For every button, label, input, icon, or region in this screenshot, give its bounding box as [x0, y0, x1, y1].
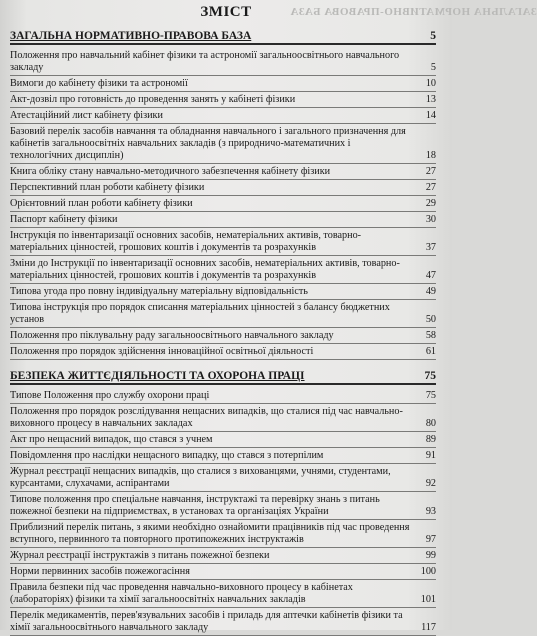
toc-entry-title: Повідомлення про наслідки нещасного випадку, що стався з потерпілим	[10, 450, 324, 461]
toc-entry-title: Акт-дозвіл про готовність до проведення занять у кабінеті фізики	[10, 94, 296, 105]
toc-entry-title: Журнал реєстрації нещасних випадків, що сталися з вихованцями, учнями, студентами, курсантами, слухачами, аспірантами	[10, 466, 391, 489]
toc-entry-page: 61	[425, 346, 436, 357]
toc-entry-title: Журнал реєстрації інструктажів з питань пожежної безпеки	[10, 550, 270, 561]
toc-entry-title: Правила безпеки під час проведення навчально-виховного процесу в кабінетах (лабораторіях) фізики та хімії загальноосвітніх навчальних закладів	[10, 582, 353, 605]
toc-entry-title: Типова угода про повну індивідуальну матеріальну відповідальність	[10, 286, 308, 297]
toc-entry-page: 75	[425, 390, 436, 401]
toc-entry	[10, 48, 436, 76]
section-heading	[10, 30, 436, 45]
toc-entry-title: Положення про порядок розслідування нещасних випадків, що сталися під час навчально-виховного процесу в навчальних закладах	[10, 406, 403, 429]
toc-entry	[10, 492, 436, 520]
toc-entry-page: 10	[425, 78, 436, 89]
toc-entry-title: Орієнтовний план роботи кабінету фізики	[10, 198, 193, 209]
toc-entry-page: 58	[425, 330, 436, 341]
toc-entry-title: Акт про нещасний випадок, що стався з учнем	[10, 434, 213, 445]
toc-entry-page: 30	[425, 214, 436, 225]
toc-entry-page: 97	[425, 534, 436, 545]
toc-entry-title: Положення про навчальний кабінет фізики та астрономії загальноосвітнього навчального закладу	[10, 50, 400, 73]
toc-entry	[10, 608, 436, 636]
toc-entry-title: Положення про порядок здійснення інноваційної освітньої діяльності	[10, 346, 314, 357]
toc-entry-title: Книга обліку стану навчально-методичного забезпечення кабінету фізики	[10, 166, 331, 177]
toc-entry	[10, 92, 436, 108]
toc-entry-page: 37	[425, 242, 436, 253]
table-of-contents	[10, 30, 436, 636]
toc-entry-page: 27	[425, 182, 436, 193]
toc-entry-title: Інструкція по інвентаризації основних засобів, нематеріальних активів, товарно-матеріальних цінностей, грошових коштів і документів та розрахунків	[10, 230, 362, 253]
toc-entry-title: Типове положення про спеціальне навчання, інструктажі та перевірку знань з питань пожежної безпеки на підприємствах, в установах та організаціях України	[10, 494, 380, 517]
toc-entry	[10, 180, 436, 196]
toc-entry-page: 117	[421, 622, 436, 633]
toc-entry-title: Типова інструкція про порядок списання матеріальних цінностей з балансу бюджетних установ	[10, 302, 390, 325]
toc-entry-page: 5	[430, 62, 436, 73]
page-title: ЗМІСТ	[200, 4, 252, 20]
section-heading	[10, 370, 436, 385]
toc-entry-page: 101	[420, 594, 436, 605]
toc-entry	[10, 448, 436, 464]
toc-entry	[10, 228, 436, 256]
toc-entry-page: 14	[425, 110, 436, 121]
toc-entry-page: 49	[425, 286, 436, 297]
toc-entry-title: Зміни до Інструкції по інвентаризації основних засобів, нематеріальних активів, товарно-матеріальних цінностей, грошових коштів і документів та розрахунків	[10, 258, 400, 281]
toc-entry	[10, 580, 436, 608]
toc-entry-title: Атестаційний лист кабінету фізики	[10, 110, 163, 121]
section-title: БЕЗПЕКА ЖИТТЄДІЯЛЬНОСТІ ТА ОХОРОНА ПРАЦІ	[10, 370, 305, 382]
toc-entry-page: 29	[425, 198, 436, 209]
toc-entry-page: 18	[425, 150, 436, 161]
section-page-number: 75	[424, 370, 436, 382]
toc-entry	[10, 564, 436, 580]
toc-entry-title: Положення про піклувальну раду загальноосвітнього навчального закладу	[10, 330, 334, 341]
section-page-number: 5	[430, 30, 436, 42]
toc-entry	[10, 548, 436, 564]
toc-entry-page: 13	[425, 94, 436, 105]
toc-entry	[10, 404, 436, 432]
toc-entry	[10, 388, 436, 404]
toc-entry-page: 93	[425, 506, 436, 517]
toc-entry	[10, 212, 436, 228]
toc-entry-title: Типове Положення про службу охорони праці	[10, 390, 210, 401]
toc-entry-title: Приблизний перелік питань, з якими необхідно ознайомити працівників під час проведення вступного, первинного та повторного протипожежних інструктажів	[10, 522, 410, 545]
toc-entry	[10, 432, 436, 448]
toc-entry-page: 100	[420, 566, 436, 577]
toc-entry	[10, 328, 436, 344]
toc-entry-page: 27	[425, 166, 436, 177]
toc-entry	[10, 464, 436, 492]
toc-entry	[10, 344, 436, 360]
toc-entry-title: Норми первинних засобів пожежогасіння	[10, 566, 190, 577]
toc-entry-title: Вимоги до кабінету фізики та астрономії	[10, 78, 188, 89]
toc-entry	[10, 520, 436, 548]
toc-entry-page: 89	[425, 434, 436, 445]
toc-entry-page: 47	[425, 270, 436, 281]
toc-entry-page: 80	[425, 418, 436, 429]
section-gap	[10, 360, 436, 370]
toc-entry	[10, 284, 436, 300]
toc-entry	[10, 300, 436, 328]
toc-entry-title: Перелік медикаментів, перев'язувальних засобів і приладь для аптечки кабінетів фізики та хімії загальноосвітнього навчального закладу	[10, 610, 403, 633]
toc-entry-title: Базовий перелік засобів навчання та обладнання навчального і загального призначення для кабінетів загальноосвітніх навчальних закладів (з природничо-математичних і технологічних дисциплін)	[10, 126, 406, 161]
toc-entry	[10, 76, 436, 92]
toc-entry-page: 50	[425, 314, 436, 325]
toc-entry-page: 99	[425, 550, 436, 561]
toc-entry	[10, 196, 436, 212]
bleed-through-text: ЗАГАЛЬНА НОРМАТИВНО-ПРАВОВА БАЗА	[290, 6, 537, 18]
toc-entry	[10, 108, 436, 124]
toc-entry	[10, 256, 436, 284]
toc-entry-title: Паспорт кабінету фізики	[10, 214, 118, 225]
section-title: ЗАГАЛЬНА НОРМАТИВНО-ПРАВОВА БАЗА	[10, 30, 252, 42]
toc-entry-page: 92	[425, 478, 436, 489]
toc-entry	[10, 124, 436, 164]
toc-entry	[10, 164, 436, 180]
toc-entry-title: Перспективний план роботи кабінету фізики	[10, 182, 205, 193]
toc-entry-page: 91	[425, 450, 436, 461]
